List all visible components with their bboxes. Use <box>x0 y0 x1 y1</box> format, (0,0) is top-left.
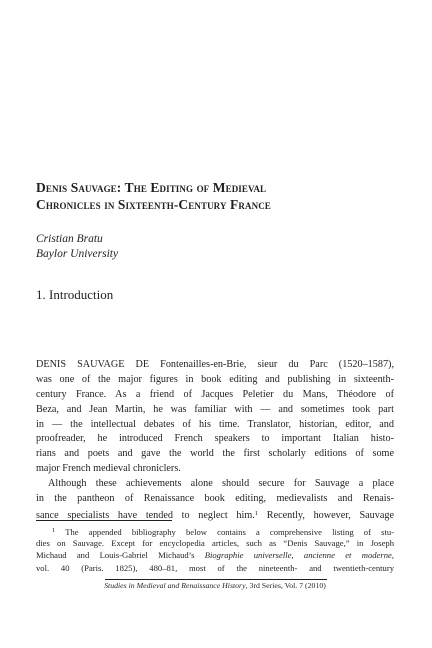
paragraph-line: in the pantheon of Renaissance book editing, medievalists and Renais- <box>36 492 394 504</box>
author-affiliation: Baylor University <box>36 248 119 260</box>
section-heading: 1. Introduction <box>36 287 114 302</box>
paragraph-line: DENIS SAUVAGE DE Fontenailles-en-Brie, sieur du Parc (1520–1587), <box>36 359 394 370</box>
journal-footer <box>36 581 394 591</box>
footnote <box>36 525 394 574</box>
title-line-2: Chronicles in Sixteenth-Century France <box>36 197 271 212</box>
paragraph-line: century France. As a friend of Jacques Peletier du Mans, Théodore of <box>36 388 394 400</box>
footnote-divider <box>36 520 172 521</box>
footnote-line: vol. 40 (Paris. 1825), 480–81, most of the nineteenth- and twentieth-century <box>36 562 394 573</box>
paragraph-line: in — the intellectual debates of his time. Translator, historian, editor, and <box>36 418 394 430</box>
footnote-line: dies on Sauvage. Except for encyclopedia articles, such as “Denis Sauvage,” in Joseph <box>36 538 394 549</box>
footnote-text: Michaud and Louis-Gabriel Michaud’s <box>36 550 205 561</box>
paragraph-1 <box>36 358 394 477</box>
paragraph-line-text: sance specialists have tended to neglect him. <box>36 509 255 521</box>
paragraph-line: Beza, and Jean Martin, he was familiar with — and sometimes took part <box>36 403 394 415</box>
article-title <box>36 179 416 213</box>
footnote-line <box>36 525 394 537</box>
title-line-1: Denis Sauvage: The Editing of Medieval <box>36 180 267 195</box>
footnote-reference[interactable]: 1 <box>254 509 259 517</box>
paragraph-line: major French medieval chroniclers. <box>36 463 181 475</box>
footnote-line <box>36 549 394 561</box>
journal-details: , 3rd Series, Vol. 7 (2010) <box>245 581 326 590</box>
paragraph-line: proofreader, he introduced French speakers to important Italian histo- <box>36 433 394 445</box>
journal-title: Studies in Medieval and Renaissance History <box>104 581 246 590</box>
paragraph-line: Although these achievements alone should secure for Sauvage a place <box>48 478 394 489</box>
footer-divider <box>105 579 327 580</box>
footnote-text: The appended bibliography below contains a comprehensive listing of stu- <box>55 527 394 537</box>
paragraph-line-text: Recently, however, Sauvage <box>258 509 394 521</box>
footnote-number: 1 <box>52 527 56 534</box>
paragraph-2 <box>36 477 394 522</box>
footnote-book-title: Biographie universelle, ancienne et moderne <box>204 550 392 561</box>
author-block <box>36 232 118 262</box>
paragraph-line: was one of the major figures in book editing and publishing in sixteenth- <box>36 373 394 385</box>
footnote-text: , <box>391 550 394 561</box>
author-name: Cristian Bratu <box>36 233 103 245</box>
paragraph-line: rians and poets and gave the world the first scholarly editions of some <box>36 448 394 460</box>
